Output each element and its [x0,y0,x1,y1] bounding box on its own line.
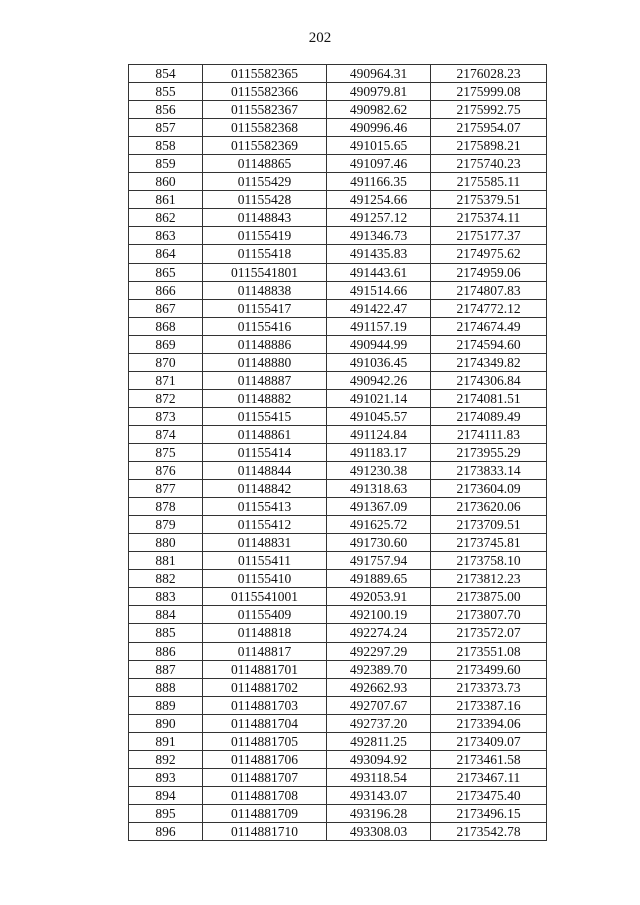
table-row [129,570,547,588]
y-coordinate-cell: 2173758.10 [431,552,547,570]
table-row [129,281,547,299]
table-row [129,191,547,209]
point-number-cell: 881 [129,552,203,570]
point-id-cell: 0115582365 [203,65,327,83]
point-id-cell: 01155419 [203,227,327,245]
table-row [129,245,547,263]
point-id-cell: 01155409 [203,606,327,624]
page-number: 202 [308,30,332,46]
table-row [129,588,547,606]
table-row [129,425,547,443]
point-id-cell: 01148818 [203,624,327,642]
x-coordinate-cell: 492100.19 [327,606,431,624]
x-coordinate-cell: 492662.93 [327,678,431,696]
point-number-cell: 888 [129,678,203,696]
table-row [129,137,547,155]
table-row [129,480,547,498]
x-coordinate-cell: 492053.91 [327,588,431,606]
point-id-cell: 01155410 [203,570,327,588]
point-id-cell: 01155411 [203,552,327,570]
x-coordinate-cell: 491015.65 [327,137,431,155]
y-coordinate-cell: 2175898.21 [431,137,547,155]
point-number-cell: 876 [129,462,203,480]
x-coordinate-cell: 492274.24 [327,624,431,642]
point-id-cell: 01155416 [203,317,327,335]
point-number-cell: 873 [129,407,203,425]
point-number-cell: 868 [129,317,203,335]
y-coordinate-cell: 2175585.11 [431,173,547,191]
point-number-cell: 863 [129,227,203,245]
y-coordinate-cell: 2173542.78 [431,822,547,840]
x-coordinate-cell: 492811.25 [327,732,431,750]
x-coordinate-cell: 491157.19 [327,317,431,335]
point-number-cell: 884 [129,606,203,624]
table-row [129,371,547,389]
table-row [129,624,547,642]
point-number-cell: 883 [129,588,203,606]
point-number-cell: 856 [129,101,203,119]
point-number-cell: 879 [129,516,203,534]
point-number-cell: 860 [129,173,203,191]
y-coordinate-cell: 2173807.70 [431,606,547,624]
y-coordinate-cell: 2174306.84 [431,371,547,389]
point-id-cell: 01155417 [203,299,327,317]
table-row [129,768,547,786]
y-coordinate-cell: 2173875.00 [431,588,547,606]
y-coordinate-cell: 2173467.11 [431,768,547,786]
point-id-cell: 01148843 [203,209,327,227]
point-number-cell: 895 [129,804,203,822]
y-coordinate-cell: 2173620.06 [431,498,547,516]
point-id-cell: 01148838 [203,281,327,299]
point-id-cell: 01155413 [203,498,327,516]
table-row [129,606,547,624]
table-row [129,155,547,173]
point-number-cell: 871 [129,371,203,389]
point-id-cell: 01148844 [203,462,327,480]
point-id-cell: 0114881707 [203,768,327,786]
coordinates-table [128,64,547,841]
y-coordinate-cell: 2173461.58 [431,750,547,768]
table-row [129,516,547,534]
table-row [129,642,547,660]
point-id-cell: 01148861 [203,425,327,443]
table-row [129,552,547,570]
point-number-cell: 874 [129,425,203,443]
y-coordinate-cell: 2174772.12 [431,299,547,317]
table-row [129,209,547,227]
y-coordinate-cell: 2173387.16 [431,696,547,714]
x-coordinate-cell: 491367.09 [327,498,431,516]
point-id-cell: 01148831 [203,534,327,552]
point-number-cell: 875 [129,443,203,461]
point-number-cell: 893 [129,768,203,786]
y-coordinate-cell: 2175954.07 [431,119,547,137]
x-coordinate-cell: 493118.54 [327,768,431,786]
point-id-cell: 01148882 [203,389,327,407]
y-coordinate-cell: 2175374.11 [431,209,547,227]
y-coordinate-cell: 2173551.08 [431,642,547,660]
point-id-cell: 01148842 [203,480,327,498]
table-row [129,173,547,191]
y-coordinate-cell: 2174349.82 [431,353,547,371]
point-number-cell: 882 [129,570,203,588]
y-coordinate-cell: 2175740.23 [431,155,547,173]
point-id-cell: 01155429 [203,173,327,191]
point-number-cell: 862 [129,209,203,227]
table-row [129,660,547,678]
table-row [129,696,547,714]
x-coordinate-cell: 491257.12 [327,209,431,227]
x-coordinate-cell: 491166.35 [327,173,431,191]
table-row [129,101,547,119]
y-coordinate-cell: 2174807.83 [431,281,547,299]
point-number-cell: 865 [129,263,203,281]
y-coordinate-cell: 2174111.83 [431,425,547,443]
point-id-cell: 0114881710 [203,822,327,840]
point-id-cell: 01155428 [203,191,327,209]
point-id-cell: 01148880 [203,353,327,371]
x-coordinate-cell: 491625.72 [327,516,431,534]
y-coordinate-cell: 2174089.49 [431,407,547,425]
point-id-cell: 01155415 [203,407,327,425]
table-row [129,786,547,804]
point-id-cell: 0114881708 [203,786,327,804]
point-id-cell: 01148886 [203,335,327,353]
x-coordinate-cell: 491097.46 [327,155,431,173]
x-coordinate-cell: 491036.45 [327,353,431,371]
x-coordinate-cell: 490979.81 [327,83,431,101]
y-coordinate-cell: 2173373.73 [431,678,547,696]
y-coordinate-cell: 2173604.09 [431,480,547,498]
point-number-cell: 869 [129,335,203,353]
table-row [129,534,547,552]
table-row [129,263,547,281]
y-coordinate-cell: 2175992.75 [431,101,547,119]
y-coordinate-cell: 2173955.29 [431,443,547,461]
point-id-cell: 01148817 [203,642,327,660]
point-id-cell: 0114881705 [203,732,327,750]
point-number-cell: 892 [129,750,203,768]
table-row [129,299,547,317]
y-coordinate-cell: 2173475.40 [431,786,547,804]
y-coordinate-cell: 2173499.60 [431,660,547,678]
point-number-cell: 859 [129,155,203,173]
table-row [129,83,547,101]
table-row [129,750,547,768]
table-row [129,353,547,371]
point-number-cell: 896 [129,822,203,840]
point-number-cell: 855 [129,83,203,101]
y-coordinate-cell: 2173833.14 [431,462,547,480]
y-coordinate-cell: 2173572.07 [431,624,547,642]
table-row [129,317,547,335]
point-number-cell: 880 [129,534,203,552]
x-coordinate-cell: 490964.31 [327,65,431,83]
x-coordinate-cell: 491021.14 [327,389,431,407]
point-id-cell: 0114881701 [203,660,327,678]
point-id-cell: 01155414 [203,443,327,461]
x-coordinate-cell: 492707.67 [327,696,431,714]
x-coordinate-cell: 491346.73 [327,227,431,245]
x-coordinate-cell: 492737.20 [327,714,431,732]
point-number-cell: 870 [129,353,203,371]
y-coordinate-cell: 2173812.23 [431,570,547,588]
x-coordinate-cell: 490944.99 [327,335,431,353]
y-coordinate-cell: 2173496.15 [431,804,547,822]
point-number-cell: 872 [129,389,203,407]
point-number-cell: 878 [129,498,203,516]
point-id-cell: 0115541801 [203,263,327,281]
x-coordinate-cell: 491443.61 [327,263,431,281]
x-coordinate-cell: 491422.47 [327,299,431,317]
point-number-cell: 854 [129,65,203,83]
y-coordinate-cell: 2174959.06 [431,263,547,281]
y-coordinate-cell: 2175999.08 [431,83,547,101]
point-id-cell: 01155412 [203,516,327,534]
x-coordinate-cell: 491230.38 [327,462,431,480]
point-number-cell: 867 [129,299,203,317]
y-coordinate-cell: 2173394.06 [431,714,547,732]
point-number-cell: 857 [129,119,203,137]
table-row [129,443,547,461]
point-number-cell: 889 [129,696,203,714]
y-coordinate-cell: 2173409.07 [431,732,547,750]
x-coordinate-cell: 490942.26 [327,371,431,389]
table-row [129,732,547,750]
point-id-cell: 0114881709 [203,804,327,822]
table-row [129,462,547,480]
x-coordinate-cell: 493094.92 [327,750,431,768]
table-row [129,227,547,245]
table-row [129,678,547,696]
point-id-cell: 0114881704 [203,714,327,732]
table-row [129,119,547,137]
x-coordinate-cell: 491757.94 [327,552,431,570]
y-coordinate-cell: 2173709.51 [431,516,547,534]
x-coordinate-cell: 491254.66 [327,191,431,209]
y-coordinate-cell: 2174081.51 [431,389,547,407]
point-id-cell: 01148865 [203,155,327,173]
point-id-cell: 0115582367 [203,101,327,119]
point-number-cell: 890 [129,714,203,732]
x-coordinate-cell: 491045.57 [327,407,431,425]
point-id-cell: 01155418 [203,245,327,263]
x-coordinate-cell: 492389.70 [327,660,431,678]
x-coordinate-cell: 493196.28 [327,804,431,822]
point-id-cell: 01148887 [203,371,327,389]
point-number-cell: 886 [129,642,203,660]
table-row [129,407,547,425]
y-coordinate-cell: 2176028.23 [431,65,547,83]
point-number-cell: 858 [129,137,203,155]
x-coordinate-cell: 490982.62 [327,101,431,119]
table-row [129,804,547,822]
x-coordinate-cell: 493308.03 [327,822,431,840]
point-id-cell: 0115582368 [203,119,327,137]
y-coordinate-cell: 2174674.49 [431,317,547,335]
x-coordinate-cell: 491124.84 [327,425,431,443]
point-number-cell: 891 [129,732,203,750]
point-number-cell: 861 [129,191,203,209]
y-coordinate-cell: 2175177.37 [431,227,547,245]
coordinates-table-body [129,65,547,841]
point-id-cell: 0115582369 [203,137,327,155]
point-id-cell: 0114881703 [203,696,327,714]
table-row [129,65,547,83]
point-number-cell: 894 [129,786,203,804]
point-id-cell: 0114881706 [203,750,327,768]
x-coordinate-cell: 491435.83 [327,245,431,263]
table-row [129,822,547,840]
x-coordinate-cell: 493143.07 [327,786,431,804]
table-row [129,389,547,407]
point-number-cell: 866 [129,281,203,299]
y-coordinate-cell: 2173745.81 [431,534,547,552]
table-row [129,714,547,732]
point-id-cell: 0115582366 [203,83,327,101]
x-coordinate-cell: 492297.29 [327,642,431,660]
point-number-cell: 885 [129,624,203,642]
x-coordinate-cell: 491730.60 [327,534,431,552]
point-id-cell: 0115541001 [203,588,327,606]
x-coordinate-cell: 490996.46 [327,119,431,137]
x-coordinate-cell: 491183.17 [327,443,431,461]
point-number-cell: 887 [129,660,203,678]
y-coordinate-cell: 2174975.62 [431,245,547,263]
point-number-cell: 864 [129,245,203,263]
point-number-cell: 877 [129,480,203,498]
x-coordinate-cell: 491889.65 [327,570,431,588]
table-row [129,498,547,516]
point-id-cell: 0114881702 [203,678,327,696]
y-coordinate-cell: 2175379.51 [431,191,547,209]
x-coordinate-cell: 491514.66 [327,281,431,299]
x-coordinate-cell: 491318.63 [327,480,431,498]
table-row [129,335,547,353]
y-coordinate-cell: 2174594.60 [431,335,547,353]
